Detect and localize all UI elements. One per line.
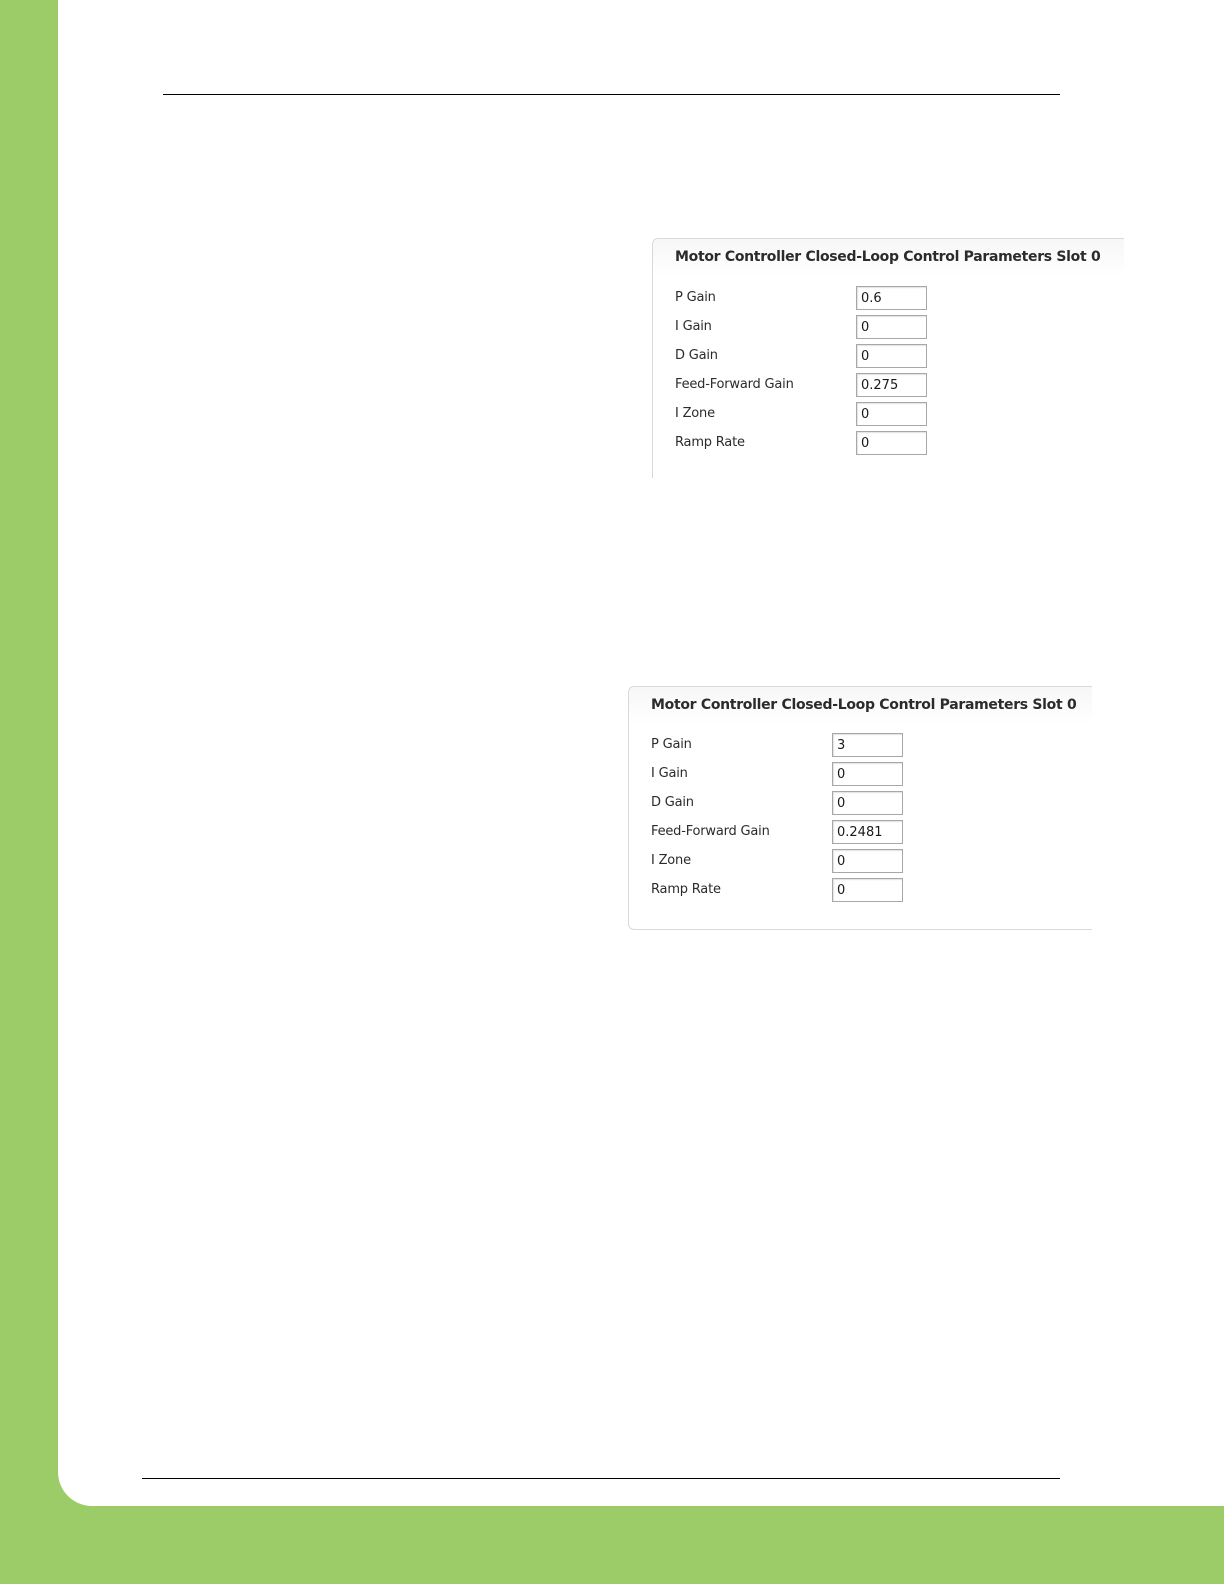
param-row-feed-forward-gain bbox=[651, 820, 911, 844]
p-gain-label: P Gain bbox=[675, 290, 716, 305]
param-row-p-gain bbox=[651, 733, 911, 757]
i-gain-input[interactable] bbox=[832, 762, 903, 786]
d-gain-input[interactable] bbox=[856, 344, 927, 368]
i-gain-label: I Gain bbox=[675, 319, 712, 334]
param-row-d-gain bbox=[651, 791, 911, 815]
feed-forward-gain-label: Feed-Forward Gain bbox=[651, 824, 770, 839]
param-row-i-zone bbox=[675, 402, 935, 426]
param-row-i-zone bbox=[651, 849, 911, 873]
footer-rule bbox=[142, 1478, 1060, 1479]
p-gain-label: P Gain bbox=[651, 737, 692, 752]
i-gain-label: I Gain bbox=[651, 766, 688, 781]
p-gain-input[interactable] bbox=[856, 286, 927, 310]
feed-forward-gain-input[interactable] bbox=[832, 820, 903, 844]
ramp-rate-input[interactable] bbox=[856, 431, 927, 455]
param-row-p-gain bbox=[675, 286, 935, 310]
ramp-rate-label: Ramp Rate bbox=[651, 882, 721, 897]
ramp-rate-input[interactable] bbox=[832, 878, 903, 902]
param-row-i-gain bbox=[651, 762, 911, 786]
param-row-ramp-rate bbox=[651, 878, 911, 902]
param-row-i-gain bbox=[675, 315, 935, 339]
p-gain-input[interactable] bbox=[832, 733, 903, 757]
d-gain-input[interactable] bbox=[832, 791, 903, 815]
i-gain-input[interactable] bbox=[856, 315, 927, 339]
closed-loop-params-panel-2 bbox=[628, 686, 1092, 930]
feed-forward-gain-label: Feed-Forward Gain bbox=[675, 377, 794, 392]
header-rule bbox=[163, 94, 1060, 95]
i-zone-input[interactable] bbox=[856, 402, 927, 426]
feed-forward-gain-input[interactable] bbox=[856, 373, 927, 397]
i-zone-input[interactable] bbox=[832, 849, 903, 873]
panel-title: Motor Controller Closed-Loop Control Parameters Slot 0 bbox=[651, 697, 1077, 713]
ramp-rate-label: Ramp Rate bbox=[675, 435, 745, 450]
panel-title: Motor Controller Closed-Loop Control Parameters Slot 0 bbox=[675, 249, 1101, 265]
closed-loop-params-panel-1 bbox=[652, 238, 1124, 478]
param-row-ramp-rate bbox=[675, 431, 935, 455]
param-row-d-gain bbox=[675, 344, 935, 368]
document-page bbox=[58, 0, 1224, 1506]
d-gain-label: D Gain bbox=[675, 348, 718, 363]
param-row-feed-forward-gain bbox=[675, 373, 935, 397]
d-gain-label: D Gain bbox=[651, 795, 694, 810]
i-zone-label: I Zone bbox=[675, 406, 715, 421]
i-zone-label: I Zone bbox=[651, 853, 691, 868]
